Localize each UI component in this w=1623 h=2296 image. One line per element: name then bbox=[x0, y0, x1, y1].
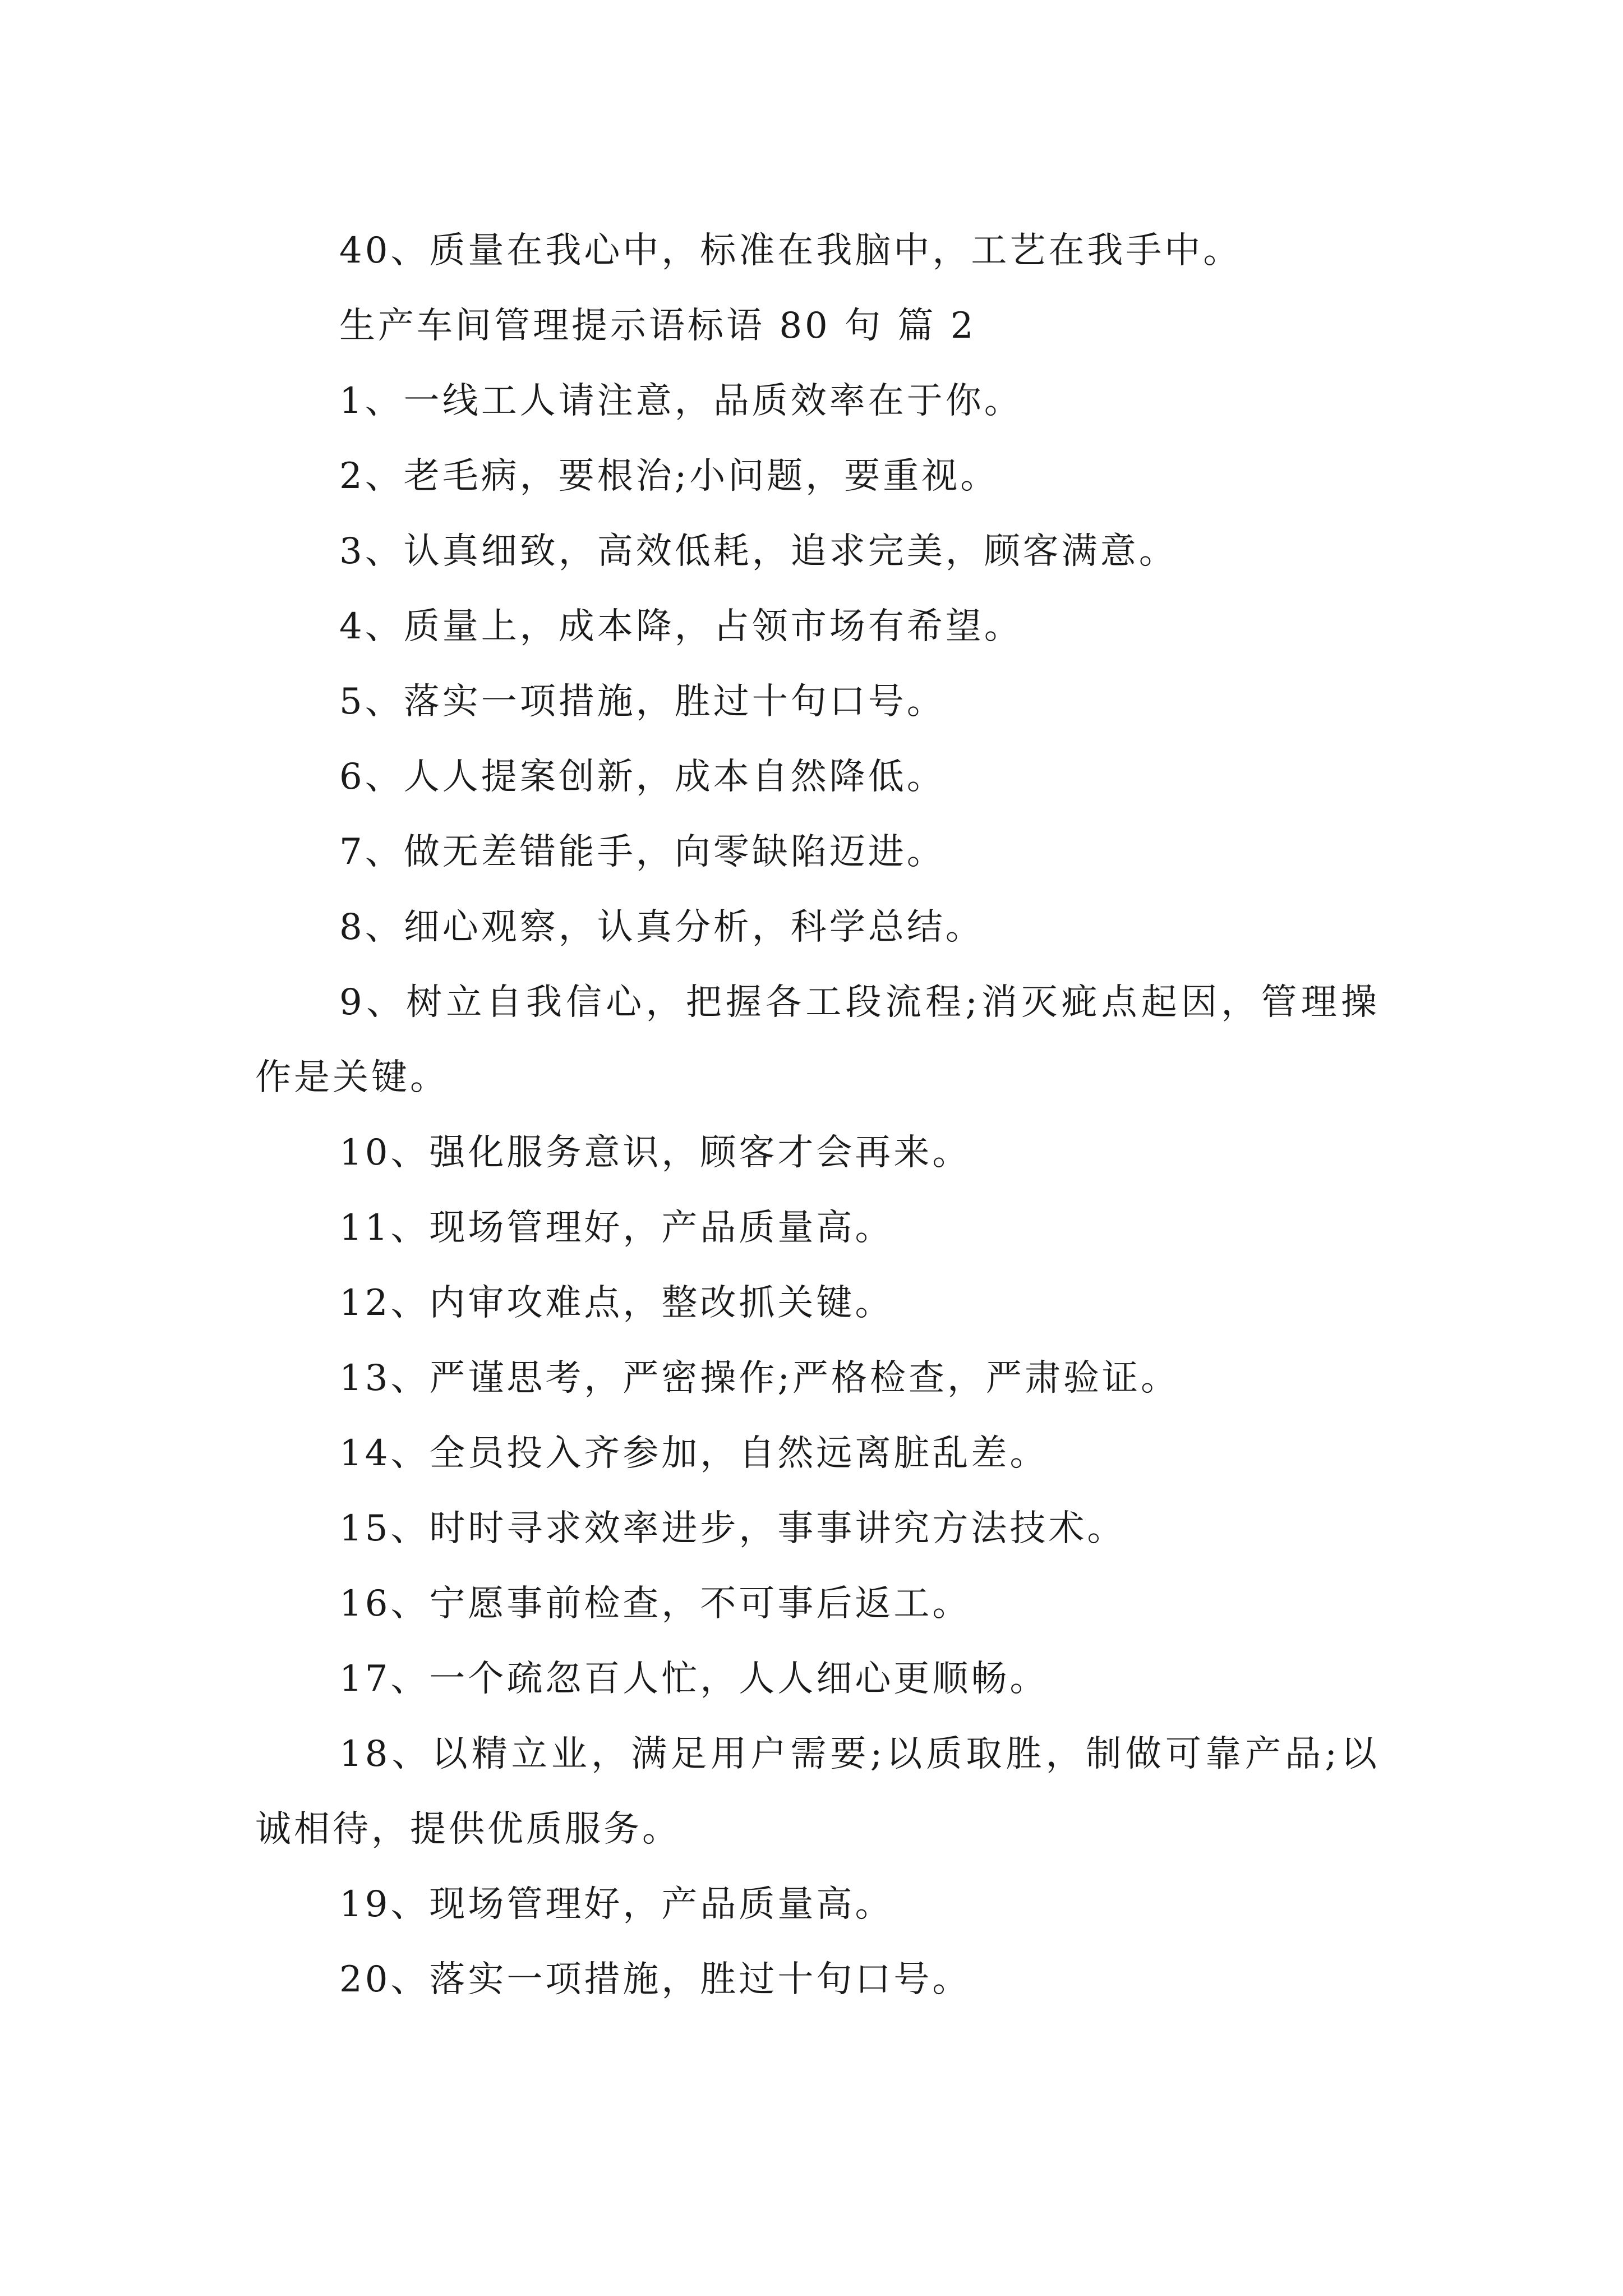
list-item: 7、做无差错能手，向零缺陷迈进。 bbox=[339, 831, 946, 873]
list-item: 5、落实一项措施，胜过十句口号。 bbox=[339, 681, 946, 723]
list-item: 20、落实一项措施，胜过十句口号。 bbox=[339, 1959, 971, 2000]
list-item: 4、质量上，成本降，占领市场有希望。 bbox=[339, 606, 1023, 647]
list-item: 18、以精立业，满足用户需要;以质取胜，制做可靠产品;以诚相待，提供优质服务。 bbox=[255, 1733, 1380, 1850]
section-heading: 生产车间管理提示语标语 80 句 篇 2 bbox=[339, 305, 976, 347]
list-item: 2、老毛病，要根治;小问题，要重视。 bbox=[339, 455, 999, 497]
list-item: 12、内审攻难点，整改抓关键。 bbox=[339, 1282, 894, 1324]
list-item: 15、时时寻求效率进步，事事讲究方法技术。 bbox=[339, 1508, 1126, 1549]
list-item: 13、严谨思考，严密操作;严格检查，严肃验证。 bbox=[339, 1358, 1179, 1399]
paragraph: 40、质量在我心中，标准在我脑中，工艺在我手中。 bbox=[339, 230, 1242, 272]
list-item: 3、认真细致，高效低耗，追求完美，顾客满意。 bbox=[339, 531, 1178, 572]
list-item: 1、一线工人请注意，品质效率在于你。 bbox=[339, 380, 1023, 422]
list-item: 6、人人提案创新，成本自然降低。 bbox=[339, 756, 946, 798]
list-item: 19、现场管理好，产品质量高。 bbox=[339, 1884, 894, 1925]
list-item: 10、强化服务意识，顾客才会再来。 bbox=[339, 1132, 971, 1174]
list-item: 14、全员投入齐参加，自然远离脏乱差。 bbox=[339, 1433, 1049, 1474]
list-item: 17、一个疏忽百人忙，人人细心更顺畅。 bbox=[339, 1658, 1049, 1700]
list-item: 16、宁愿事前检查，不可事后返工。 bbox=[339, 1583, 971, 1625]
list-item: 9、树立自我信心，把握各工段流程;消灭疵点起因，管理操作是关键。 bbox=[255, 982, 1380, 1098]
list-item: 8、细心观察，认真分析，科学总结。 bbox=[339, 907, 984, 948]
list-item: 11、现场管理好，产品质量高。 bbox=[339, 1207, 894, 1249]
document-body bbox=[255, 213, 1380, 2017]
